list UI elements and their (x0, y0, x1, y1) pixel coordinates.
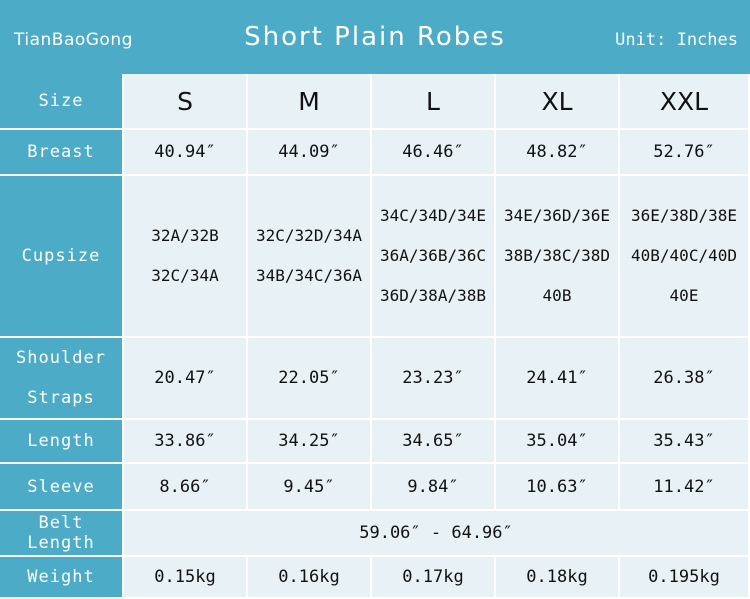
row-label-cupsize: Cupsize (0, 176, 124, 338)
weight-cell: 0.195kg (620, 557, 750, 599)
breast-cell: 44.09″ (248, 130, 372, 176)
cupsize-cell (372, 176, 496, 338)
weight-cell: 0.15kg (124, 557, 248, 599)
cupsize-line: 40E (669, 286, 699, 305)
cupsize-cell (124, 176, 248, 338)
row-breast (0, 130, 750, 176)
row-size (0, 74, 750, 130)
cupsize-line: 34C/34D/34E (380, 206, 486, 225)
size-table (0, 74, 750, 599)
length-cell: 35.43″ (620, 420, 750, 464)
row-label-sleeve: Sleeve (0, 464, 124, 511)
row-label-shoulder-straps (0, 338, 124, 420)
cupsize-line: 38B/38C/38D (504, 246, 610, 265)
row-label-breast: Breast (0, 130, 124, 176)
row-shoulder-straps (0, 338, 750, 420)
cupsize-line: 36A/36B/36C (380, 246, 486, 265)
belt-length-cell: 59.06″ - 64.96″ (124, 511, 750, 557)
row-label-belt-length: Belt Length (0, 511, 124, 557)
label-line: Shoulder (16, 348, 106, 368)
cupsize-line: 36D/38A/38B (380, 286, 486, 305)
cupsize-line: 36E/38D/38E (631, 206, 737, 225)
cupsize-cell (496, 176, 620, 338)
sleeve-cell: 9.84″ (372, 464, 496, 511)
weight-cell: 0.16kg (248, 557, 372, 599)
breast-cell: 40.94″ (124, 130, 248, 176)
row-belt-length (0, 511, 750, 557)
length-cell: 33.86″ (124, 420, 248, 464)
chart-header (0, 0, 750, 74)
cupsize-cell (248, 176, 372, 338)
cupsize-line: 32C/34A (151, 266, 219, 285)
row-sleeve (0, 464, 750, 511)
size-header-l: L (372, 74, 496, 130)
row-length (0, 420, 750, 464)
size-header-xl: XL (496, 74, 620, 130)
cupsize-line: 34E/36D/36E (504, 206, 610, 225)
length-cell: 35.04″ (496, 420, 620, 464)
row-label-size: Size (0, 74, 124, 130)
row-label-length: Length (0, 420, 124, 464)
shoulder-cell: 23.23″ (372, 338, 496, 420)
sleeve-cell: 11.42″ (620, 464, 750, 511)
size-header-xxl: XXL (620, 74, 750, 130)
cupsize-line: 40B/40C/40D (631, 246, 737, 265)
sleeve-cell: 10.63″ (496, 464, 620, 511)
label-line: Straps (27, 388, 95, 408)
row-weight (0, 557, 750, 599)
cupsize-line: 32A/32B (151, 226, 219, 245)
cupsize-line: 32C/32D/34A (256, 226, 362, 245)
cupsize-line: 34B/34C/36A (256, 266, 362, 285)
chart-title: Short Plain Robes (244, 22, 506, 52)
size-header-s: S (124, 74, 248, 130)
cupsize-cell (620, 176, 750, 338)
row-cupsize (0, 176, 750, 338)
breast-cell: 48.82″ (496, 130, 620, 176)
shoulder-cell: 24.41″ (496, 338, 620, 420)
sleeve-cell: 8.66″ (124, 464, 248, 511)
length-cell: 34.25″ (248, 420, 372, 464)
brand-name: TianBaoGong (14, 30, 133, 50)
shoulder-cell: 20.47″ (124, 338, 248, 420)
sleeve-cell: 9.45″ (248, 464, 372, 511)
weight-cell: 0.18kg (496, 557, 620, 599)
breast-cell: 46.46″ (372, 130, 496, 176)
unit-label: Unit: Inches (615, 30, 738, 50)
cupsize-line: 40B (542, 286, 572, 305)
size-header-m: M (248, 74, 372, 130)
row-label-weight: Weight (0, 557, 124, 599)
length-cell: 34.65″ (372, 420, 496, 464)
breast-cell: 52.76″ (620, 130, 750, 176)
shoulder-cell: 22.05″ (248, 338, 372, 420)
weight-cell: 0.17kg (372, 557, 496, 599)
shoulder-cell: 26.38″ (620, 338, 750, 420)
